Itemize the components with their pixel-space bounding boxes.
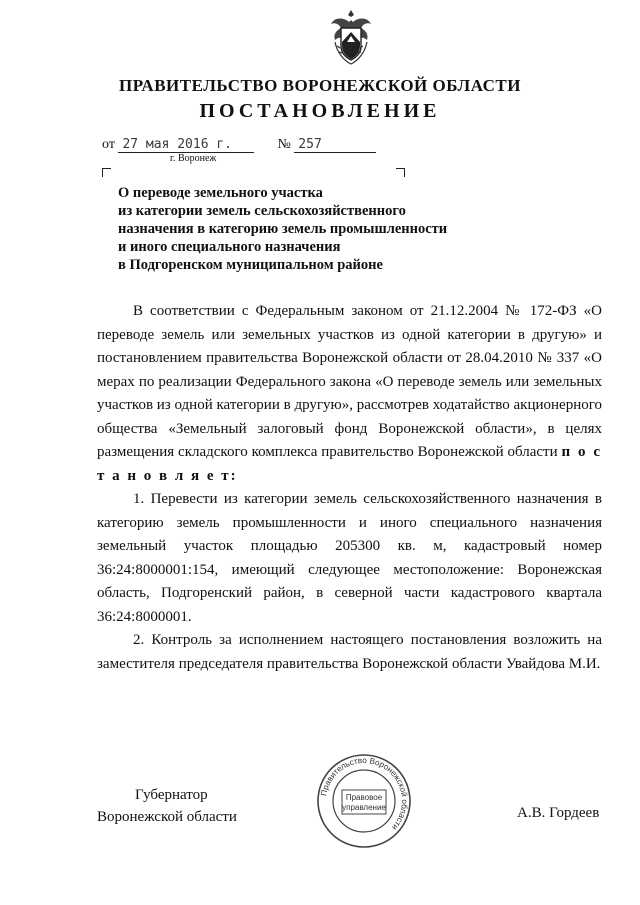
organization-title: ПРАВИТЕЛЬСТВО ВОРОНЕЖСКОЙ ОБЛАСТИ [118, 76, 521, 95]
signatory-name: А.В. Гордеев [517, 805, 600, 821]
seal-inner-line1: Правовое [345, 793, 383, 802]
document-body [97, 300, 602, 676]
seal-inner-line2: управление [342, 803, 386, 812]
corner-mark-right [396, 168, 405, 177]
preamble-text: В соответствии с Федеральным законом от 21.12.2004 № 172-ФЗ «О переводе земель или земельных участков из одной категории в другую» и постановлением правительства Воронежской области от 28.04.2010 № 337 «О мерах по реализации Федерального закона «О переводе земель или земельных участков из одной категории в другую», рассмотрев ходатайство акционерного общества «Земельный залоговый фонд Воронежской области», в целях размещения складского комплекса правительство Воронежской области [97, 303, 602, 460]
signatory-position: Губернатор [135, 787, 208, 803]
number-prefix: № [277, 137, 291, 152]
document-type-title: ПОСТАНОВЛЕНИЕ [199, 100, 441, 122]
subject-line: из категории земель сельскохозяйственного [118, 203, 406, 219]
subject-line: и иного специального назначения [118, 239, 341, 255]
signatory-title [97, 784, 237, 828]
signatory-region: Воронежской области [97, 809, 237, 825]
city-label: г. Воронеж [170, 153, 217, 164]
seal-ring-text: Правительство Воронежской области [319, 755, 410, 832]
date-prefix: от [102, 137, 115, 152]
item-2-paragraph: 2. Контроль за исполнением настоящего постановления возложить на заместителя председателя правительства Воронежской области Увайдова М.И. [97, 632, 602, 672]
date-number-line [102, 137, 376, 153]
date-field: 27 мая 2016 г. [118, 138, 254, 153]
item-1-paragraph: 1. Перевести из категории земель сельскохозяйственного назначения в категорию земель промышленности и иного специального назначения земельный участок площадью 205300 кв. м, кадастровый номер 36:24:8000001:154, имеющий следующее местоположение: Воронежская область, Подгоренский район, в северной части кадастрового квартала 36:24:8000001. [97, 491, 602, 625]
coat-of-arms-emblem [325, 8, 377, 66]
subject-line: О переводе земельного участка [118, 185, 323, 201]
preamble-paragraph [97, 300, 602, 488]
corner-mark-left [102, 168, 111, 177]
decree-word: п о с т а н о в л я е т: [97, 444, 602, 484]
official-seal-stamp [315, 752, 413, 850]
subject-line: назначения в категорию земель промышленности [118, 221, 448, 237]
subject-line: в Подгоренском муниципальном районе [118, 257, 383, 273]
subject-block [118, 184, 447, 274]
number-field: 257 [294, 138, 376, 153]
